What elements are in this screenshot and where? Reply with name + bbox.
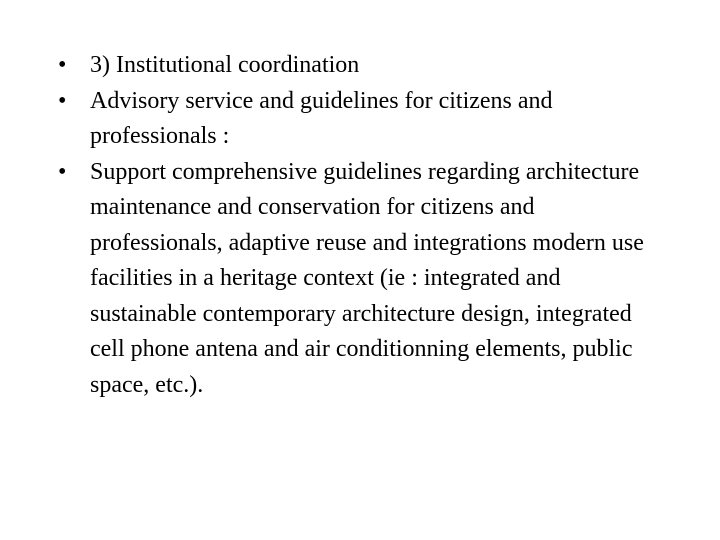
bullet-icon: • bbox=[58, 52, 67, 78]
bullet-icon: • bbox=[58, 87, 67, 114]
bullet-text: 3) Institutional coordination bbox=[90, 52, 360, 78]
bullet-text: Advisory service and guidelines for citizens and professionals : bbox=[90, 87, 553, 149]
bullet-icon: • bbox=[58, 158, 67, 185]
bullet-item-advisory-service bbox=[58, 84, 658, 155]
bullet-item-support-guidelines bbox=[58, 155, 658, 404]
bullet-list bbox=[58, 48, 658, 403]
bullet-item-institutional-coordination bbox=[58, 48, 658, 84]
bullet-text: Support comprehensive guidelines regarding architecture maintenance and conservation for citizens and professionals, adaptive reuse and integrations modern use facilities in a heritage context (ie : integrated and sustainable contemporary architecture design, integrated cell phone antena and air conditionning elements, public space, etc.). bbox=[90, 158, 644, 398]
